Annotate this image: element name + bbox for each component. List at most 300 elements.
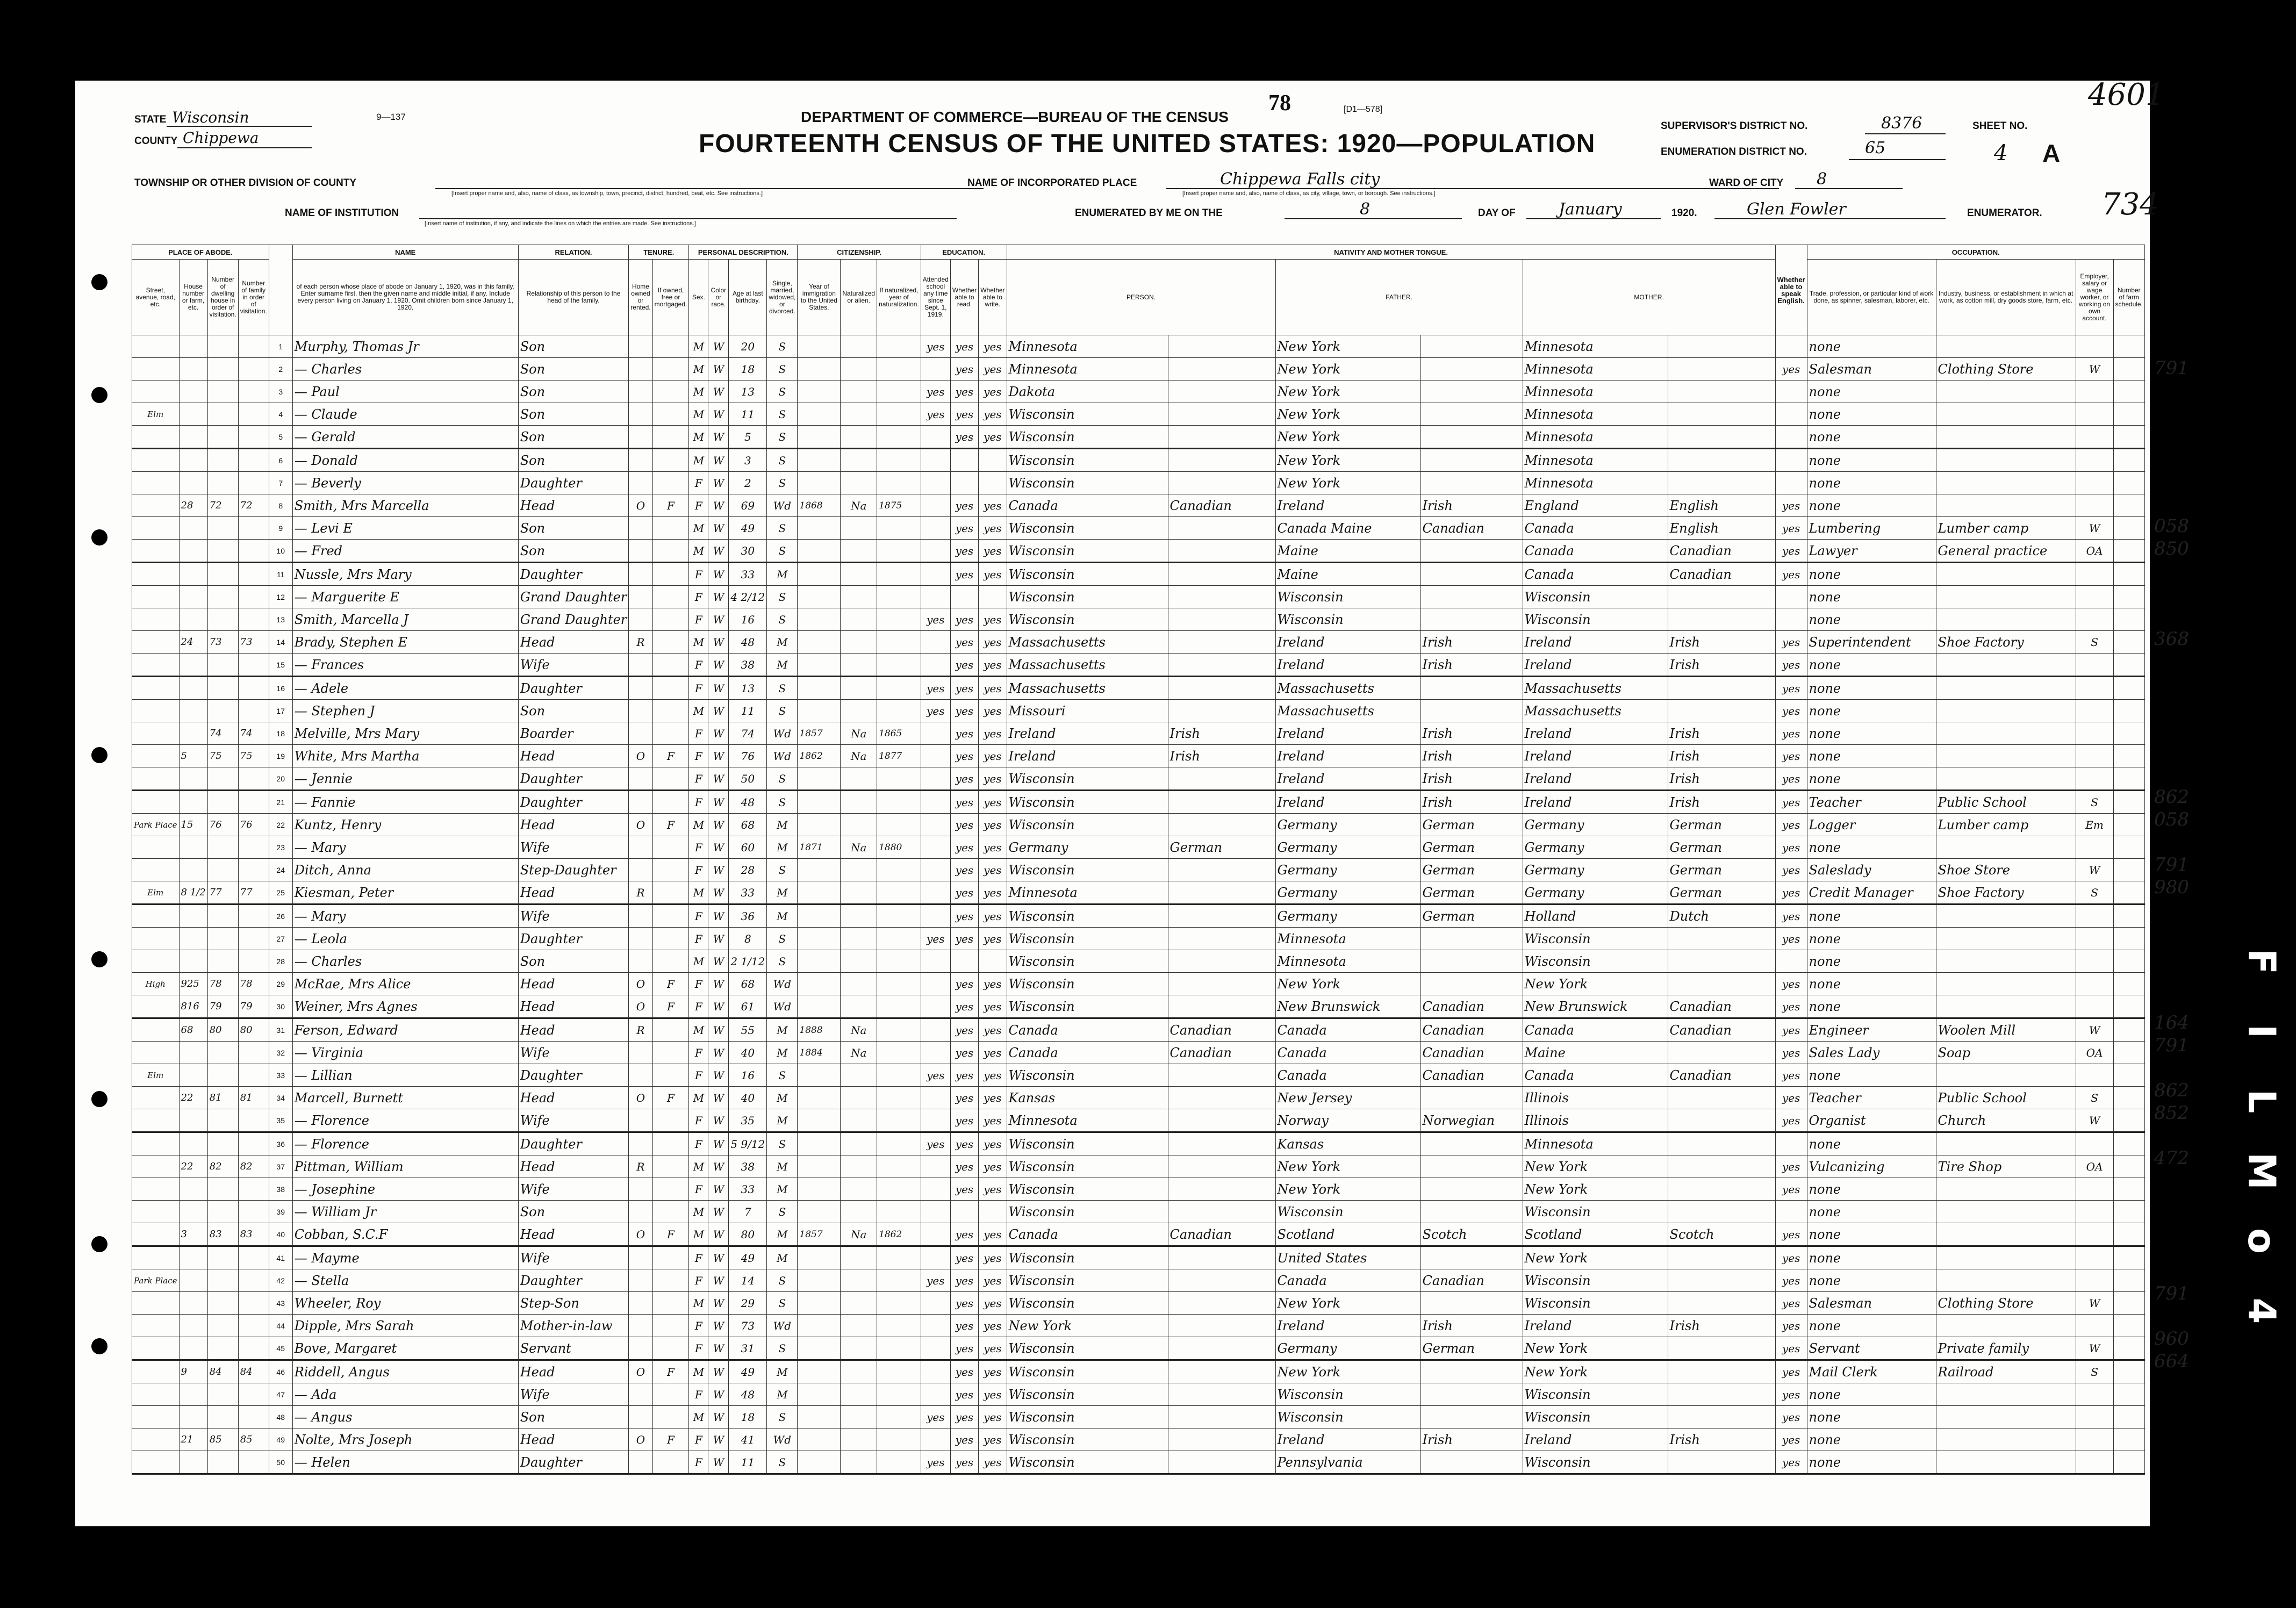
table-row [132, 358, 2145, 381]
naturalization-year-cell [877, 1109, 921, 1132]
read-cell [950, 586, 978, 608]
farm-schedule-cell [2113, 608, 2144, 631]
marital-cell: M [767, 631, 798, 654]
marital-cell: S [767, 928, 798, 950]
mother-tongue-cell [1168, 1428, 1275, 1451]
trade-cell: none [1807, 745, 1936, 767]
family-number-cell [238, 1178, 269, 1201]
race-cell: W [708, 973, 729, 995]
punch-hole [91, 274, 107, 290]
tenure-owned-cell: O [629, 1428, 652, 1451]
col-27: Industry, business, or establishment in which at work, as cotton mill, dry goods store, farm, etc. [1936, 260, 2076, 335]
table-row [132, 1018, 2145, 1042]
relation-cell: Wife [518, 1383, 629, 1406]
industry-cell [1936, 928, 2076, 950]
naturalized-cell [841, 586, 877, 608]
house-number-cell [179, 449, 207, 472]
immigration-year-cell [798, 586, 841, 608]
dwelling-number-cell [207, 928, 238, 950]
relation-cell: Son [518, 449, 629, 472]
house-number-cell: 8 1/2 [179, 881, 207, 905]
tenure-owned-cell [629, 1246, 652, 1269]
corner-number: 4601 [2088, 77, 2165, 112]
mother-birthplace-cell: Wisconsin [1523, 608, 1668, 631]
age-cell: 48 [729, 791, 767, 814]
birthplace-cell: Minnesota [1007, 335, 1168, 358]
employer-class-cell [2076, 494, 2113, 517]
read-cell [950, 1201, 978, 1223]
relation-cell: Wife [518, 836, 629, 859]
father-tongue-cell: Irish [1420, 1315, 1523, 1337]
speaks-english-cell: yes [1775, 1018, 1807, 1042]
birthplace-cell: Wisconsin [1007, 1406, 1168, 1428]
family-number-cell [238, 1132, 269, 1155]
tenure-owned-cell [629, 1201, 652, 1223]
naturalized-cell [841, 1337, 877, 1360]
name-cell: Wheeler, Roy [292, 1292, 518, 1315]
immigration-year-cell: 1857 [798, 1223, 841, 1246]
doc-code: [D1—578] [1344, 105, 1383, 114]
house-number-cell: 21 [179, 1428, 207, 1451]
race-cell: W [708, 472, 729, 494]
employer-class-cell: W [2076, 358, 2113, 381]
farm-schedule-cell [2113, 1360, 2144, 1383]
farm-schedule-cell [2113, 1292, 2144, 1315]
mother-birthplace-cell: New York [1523, 1337, 1668, 1360]
age-cell: 41 [729, 1428, 767, 1451]
speaks-english-cell: yes [1775, 905, 1807, 928]
sex-cell: M [689, 1406, 708, 1428]
naturalized-cell: Na [841, 1018, 877, 1042]
sex-cell: F [689, 995, 708, 1018]
employer-class-cell [2076, 1246, 2113, 1269]
employer-class-cell [2076, 995, 2113, 1018]
father-tongue-cell: Irish [1420, 722, 1523, 745]
sex-cell: F [689, 1451, 708, 1474]
naturalization-year-cell [877, 358, 921, 381]
mother-birthplace-cell: Massachusetts [1523, 677, 1668, 700]
occupation-code-note: 850 [2154, 538, 2189, 559]
dwelling-number-cell [207, 1292, 238, 1315]
naturalization-year-cell [877, 791, 921, 814]
age-cell: 11 [729, 403, 767, 426]
tenure-mortgage-cell [652, 1383, 689, 1406]
industry-cell [1936, 973, 2076, 995]
house-number-cell [179, 1064, 207, 1087]
naturalization-year-cell [877, 608, 921, 631]
group-abode: PLACE OF ABODE. [132, 245, 269, 260]
relation-cell: Son [518, 1406, 629, 1428]
speaks-english-cell: yes [1775, 1155, 1807, 1178]
father-tongue-cell: Irish [1420, 631, 1523, 654]
naturalization-year-cell [877, 1201, 921, 1223]
farm-schedule-cell [2113, 358, 2144, 381]
line-number: 18 [269, 722, 292, 745]
dwelling-number-cell [207, 472, 238, 494]
table-row [132, 814, 2145, 836]
occupation-code-note: 862 [2154, 1080, 2189, 1101]
tenure-mortgage-cell [652, 1406, 689, 1428]
mother-tongue-cell [1168, 881, 1275, 905]
industry-cell [1936, 1383, 2076, 1406]
dwelling-number-cell [207, 654, 238, 677]
industry-cell: Shoe Factory [1936, 631, 2076, 654]
film-letter: I [2240, 1024, 2284, 1039]
tenure-mortgage-cell: F [652, 1360, 689, 1383]
marital-cell: Wd [767, 745, 798, 767]
name-cell: White, Mrs Martha [292, 745, 518, 767]
farm-schedule-cell [2113, 654, 2144, 677]
mother-tongue-cell [1168, 1064, 1275, 1087]
father-birthplace-cell: Wisconsin [1275, 586, 1420, 608]
immigration-year-cell [798, 654, 841, 677]
naturalization-year-cell [877, 1155, 921, 1178]
write-cell: yes [979, 1018, 1007, 1042]
birthplace-cell: Massachusetts [1007, 677, 1168, 700]
race-cell: W [708, 1315, 729, 1337]
day-of-label: DAY OF [1478, 207, 1516, 219]
name-cell: — William Jr [292, 1201, 518, 1223]
naturalized-cell [841, 791, 877, 814]
tenure-owned-cell [629, 791, 652, 814]
family-number-cell [238, 426, 269, 449]
line-number: 48 [269, 1406, 292, 1428]
tenure-mortgage-cell [652, 1132, 689, 1155]
sex-cell: F [689, 1337, 708, 1360]
school-cell [921, 1337, 950, 1360]
naturalized-cell [841, 700, 877, 722]
read-cell: yes [950, 335, 978, 358]
naturalized-cell [841, 631, 877, 654]
mother-tongue-cell [1168, 1360, 1275, 1383]
age-cell: 49 [729, 1246, 767, 1269]
father-birthplace-cell: United States [1275, 1246, 1420, 1269]
street-cell [132, 767, 180, 791]
marital-cell: S [767, 1269, 798, 1292]
mother-birthplace-cell: Ireland [1523, 1428, 1668, 1451]
speaks-english-cell: yes [1775, 1087, 1807, 1109]
family-number-cell: 74 [238, 722, 269, 745]
write-cell: yes [979, 1064, 1007, 1087]
mother-tongue-cell [1168, 335, 1275, 358]
trade-cell: none [1807, 586, 1936, 608]
dwelling-number-cell: 76 [207, 814, 238, 836]
write-cell: yes [979, 403, 1007, 426]
name-cell: — Paul [292, 381, 518, 403]
institution-label: NAME OF INSTITUTION [285, 207, 399, 219]
relation-cell: Boarder [518, 722, 629, 745]
tenure-owned-cell [629, 928, 652, 950]
name-cell: Ditch, Anna [292, 859, 518, 881]
family-number-cell [238, 403, 269, 426]
name-cell: — Marguerite E [292, 586, 518, 608]
speaks-english-cell: yes [1775, 1042, 1807, 1064]
relation-cell: Son [518, 950, 629, 973]
house-number-cell [179, 700, 207, 722]
write-cell: yes [979, 1109, 1007, 1132]
relation-cell: Son [518, 358, 629, 381]
relation-cell: Head [518, 1428, 629, 1451]
mother-mother-tongue-cell: Irish [1668, 745, 1775, 767]
naturalized-cell [841, 814, 877, 836]
mother-birthplace-cell: Germany [1523, 836, 1668, 859]
speaks-english-cell: yes [1775, 700, 1807, 722]
age-cell: 13 [729, 381, 767, 403]
father-tongue-cell: German [1420, 881, 1523, 905]
naturalized-cell [841, 1292, 877, 1315]
trade-cell: Engineer [1807, 1018, 1936, 1042]
dwelling-number-cell: 81 [207, 1087, 238, 1109]
line-number: 3 [269, 381, 292, 403]
punch-hole [91, 951, 107, 967]
trade-cell: none [1807, 973, 1936, 995]
school-cell: yes [921, 1269, 950, 1292]
marital-cell: M [767, 905, 798, 928]
tenure-mortgage-cell [652, 700, 689, 722]
trade-cell: Salesman [1807, 1292, 1936, 1315]
naturalized-cell [841, 995, 877, 1018]
sex-cell: F [689, 494, 708, 517]
relation-cell: Head [518, 814, 629, 836]
mother-mother-tongue-cell [1668, 1360, 1775, 1383]
birthplace-cell: Minnesota [1007, 1109, 1168, 1132]
street-cell: Park Place [132, 814, 180, 836]
birthplace-cell: Wisconsin [1007, 1451, 1168, 1474]
mother-birthplace-cell: Ireland [1523, 631, 1668, 654]
tenure-mortgage-cell [652, 1337, 689, 1360]
trade-cell: Lawyer [1807, 540, 1936, 563]
naturalized-cell [841, 449, 877, 472]
employer-class-cell [2076, 449, 2113, 472]
line-col [269, 245, 292, 335]
marital-cell: M [767, 814, 798, 836]
col-2: House number or farm, etc. [179, 260, 207, 335]
immigration-year-cell [798, 791, 841, 814]
father-tongue-cell [1420, 1451, 1523, 1474]
write-cell: yes [979, 1155, 1007, 1178]
line-number: 44 [269, 1315, 292, 1337]
naturalization-year-cell [877, 426, 921, 449]
sex-cell: M [689, 358, 708, 381]
naturalization-year-cell [877, 1178, 921, 1201]
birthplace-cell: Wisconsin [1007, 540, 1168, 563]
sex-cell: F [689, 1132, 708, 1155]
read-cell: yes [950, 814, 978, 836]
immigration-year-cell [798, 700, 841, 722]
tenure-mortgage-cell [652, 381, 689, 403]
table-row [132, 1132, 2145, 1155]
house-number-cell [179, 654, 207, 677]
naturalized-cell: Na [841, 1042, 877, 1064]
read-cell: yes [950, 859, 978, 881]
farm-schedule-cell [2113, 722, 2144, 745]
census-title: FOURTEENTH CENSUS OF THE UNITED STATES: 1920—POPULATION [699, 130, 1596, 158]
name-cell: — Levi E [292, 517, 518, 540]
birthplace-cell: Canada [1007, 1018, 1168, 1042]
house-number-cell: 15 [179, 814, 207, 836]
naturalized-cell [841, 1064, 877, 1087]
marital-cell: M [767, 1109, 798, 1132]
speaks-english-cell: yes [1775, 1406, 1807, 1428]
sex-cell: F [689, 586, 708, 608]
name-cell: Weiner, Mrs Agnes [292, 995, 518, 1018]
age-cell: 2 [729, 472, 767, 494]
house-number-cell [179, 358, 207, 381]
street-cell [132, 335, 180, 358]
tenure-owned-cell [629, 1064, 652, 1087]
employer-class-cell [2076, 677, 2113, 700]
race-cell: W [708, 654, 729, 677]
naturalization-year-cell [877, 1087, 921, 1109]
trade-cell: none [1807, 928, 1936, 950]
county-line [177, 147, 312, 148]
film-letter: 4 [2240, 1297, 2284, 1324]
father-tongue-cell [1420, 608, 1523, 631]
col-4: Number of family in order of visitation. [238, 260, 269, 335]
family-number-cell: 73 [238, 631, 269, 654]
write-cell: yes [979, 563, 1007, 586]
birthplace-cell: Wisconsin [1007, 973, 1168, 995]
employer-class-cell [2076, 335, 2113, 358]
employer-class-cell [2076, 700, 2113, 722]
supervisor-line [1865, 133, 1946, 134]
employer-class-cell [2076, 403, 2113, 426]
tenure-mortgage-cell [652, 654, 689, 677]
race-cell: W [708, 1064, 729, 1087]
mother-tongue-cell [1168, 1451, 1275, 1474]
father-tongue-cell [1420, 586, 1523, 608]
father-tongue-cell [1420, 358, 1523, 381]
father-tongue-cell: Irish [1420, 494, 1523, 517]
write-cell [979, 449, 1007, 472]
table-row [132, 1428, 2145, 1451]
immigration-year-cell [798, 1406, 841, 1428]
mother-mother-tongue-cell [1668, 700, 1775, 722]
naturalized-cell: Na [841, 494, 877, 517]
industry-cell [1936, 677, 2076, 700]
mother-mother-tongue-cell: Canadian [1668, 563, 1775, 586]
write-cell: yes [979, 973, 1007, 995]
employer-class-cell: W [2076, 1109, 2113, 1132]
dwelling-number-cell [207, 836, 238, 859]
employer-class-cell [2076, 1269, 2113, 1292]
tenure-mortgage-cell [652, 791, 689, 814]
mother-tongue-cell: Irish [1168, 745, 1275, 767]
father-tongue-cell: German [1420, 905, 1523, 928]
father-birthplace-cell: New York [1275, 335, 1420, 358]
race-cell: W [708, 1428, 729, 1451]
house-number-cell [179, 722, 207, 745]
family-number-cell [238, 563, 269, 586]
marital-cell: M [767, 1087, 798, 1109]
tenure-mortgage-cell [652, 403, 689, 426]
father-birthplace-cell: Canada [1275, 1269, 1420, 1292]
naturalization-year-cell [877, 950, 921, 973]
tenure-owned-cell [629, 905, 652, 928]
tenure-owned-cell: O [629, 1223, 652, 1246]
page-stamp: 78 [1268, 91, 1291, 116]
birthplace-cell: Wisconsin [1007, 403, 1168, 426]
family-number-cell [238, 1406, 269, 1428]
father-birthplace-cell: Canada [1275, 1018, 1420, 1042]
naturalization-year-cell [877, 1337, 921, 1360]
tenure-mortgage-cell [652, 540, 689, 563]
father-birthplace-cell: Minnesota [1275, 950, 1420, 973]
table-row [132, 403, 2145, 426]
house-number-cell [179, 1178, 207, 1201]
tenure-owned-cell [629, 1383, 652, 1406]
mother-birthplace-cell: Ireland [1523, 722, 1668, 745]
line-number: 8 [269, 494, 292, 517]
tenure-owned-cell [629, 358, 652, 381]
sex-cell: M [689, 381, 708, 403]
write-cell [979, 950, 1007, 973]
sex-cell: M [689, 517, 708, 540]
naturalized-cell [841, 928, 877, 950]
tenure-mortgage-cell [652, 449, 689, 472]
mother-birthplace-cell: Wisconsin [1523, 1383, 1668, 1406]
mother-mother-tongue-cell: Irish [1668, 1315, 1775, 1337]
occupation-code-note: 852 [2154, 1102, 2189, 1124]
school-cell: yes [921, 403, 950, 426]
birthplace-cell: Wisconsin [1007, 1155, 1168, 1178]
table-row [132, 494, 2145, 517]
naturalized-cell [841, 1178, 877, 1201]
name-cell: — Frances [292, 654, 518, 677]
speaks-english-cell: yes [1775, 631, 1807, 654]
school-cell [921, 358, 950, 381]
immigration-year-cell [798, 1428, 841, 1451]
relation-cell: Son [518, 403, 629, 426]
relation-cell: Head [518, 631, 629, 654]
birthplace-cell: Wisconsin [1007, 1246, 1168, 1269]
naturalized-cell [841, 403, 877, 426]
speaks-english-cell: yes [1775, 563, 1807, 586]
table-row [132, 1406, 2145, 1428]
industry-cell [1936, 1178, 2076, 1201]
family-number-cell [238, 540, 269, 563]
marital-cell: S [767, 859, 798, 881]
name-cell: — Angus [292, 1406, 518, 1428]
father-birthplace-cell: Ireland [1275, 494, 1420, 517]
name-cell: — Florence [292, 1109, 518, 1132]
col-15: If naturalized, year of naturalization. [877, 260, 921, 335]
table-row [132, 1451, 2145, 1474]
relation-cell: Daughter [518, 1269, 629, 1292]
relation-cell: Daughter [518, 1132, 629, 1155]
school-cell [921, 881, 950, 905]
line-number: 6 [269, 449, 292, 472]
table-row [132, 1269, 2145, 1292]
school-cell [921, 950, 950, 973]
mother-tongue-cell [1168, 654, 1275, 677]
sex-cell: F [689, 1042, 708, 1064]
mother-birthplace-cell: Scotland [1523, 1223, 1668, 1246]
naturalization-year-cell [877, 1064, 921, 1087]
sheet-label: SHEET NO. [1972, 120, 2028, 132]
naturalized-cell [841, 1246, 877, 1269]
school-cell: yes [921, 1064, 950, 1087]
father-birthplace-cell: New York [1275, 358, 1420, 381]
house-number-cell [179, 1315, 207, 1337]
table-row [132, 1337, 2145, 1360]
industry-cell: General practice [1936, 540, 2076, 563]
father-birthplace-cell: Canada [1275, 1064, 1420, 1087]
immigration-year-cell [798, 814, 841, 836]
trade-cell: none [1807, 1064, 1936, 1087]
industry-cell: Clothing Store [1936, 1292, 2076, 1315]
relation-cell: Daughter [518, 472, 629, 494]
